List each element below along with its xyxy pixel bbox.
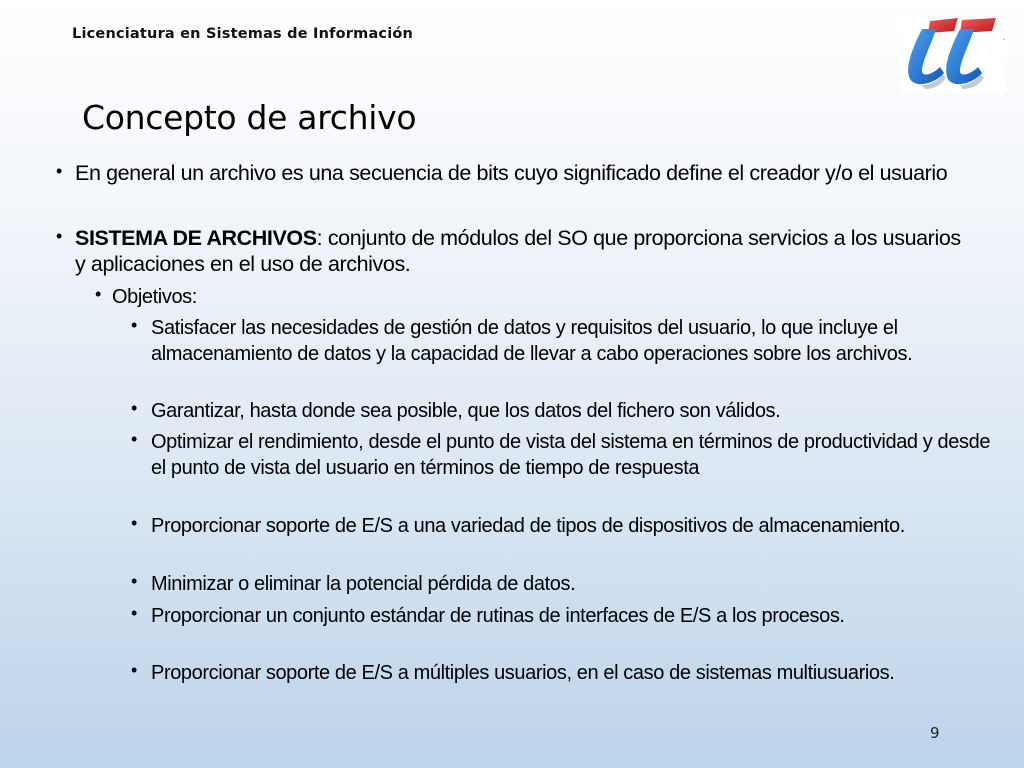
logo-mark: . xyxy=(1003,33,1006,42)
bullet-dot: • xyxy=(95,284,102,304)
university-logo-icon xyxy=(900,15,1006,94)
bullet-dot: • xyxy=(56,226,63,246)
bullet-dot: • xyxy=(131,315,138,335)
sub-bullet-text: Optimizar el rendimiento, desde el punto de vista del sistema en términos de productividad y desde el punto de vista del usuario en términos de tiempo de respuesta xyxy=(151,431,991,479)
sub-bullet-text: Minimizar o eliminar la potencial pérdida de datos. xyxy=(151,573,576,595)
sub-bullet-text: Proporcionar un conjunto estándar de rutinas de interfaces de E/S a los procesos. xyxy=(151,605,845,627)
bullet-text: En general un archivo es una secuencia de bits cuyo significado define el creador y/o el usuario xyxy=(75,161,948,185)
bullet-dot: • xyxy=(56,161,63,181)
sub-bullet-text: Proporcionar soporte de E/S a una variedad de tipos de dispositivos de almacenamiento. xyxy=(151,515,905,537)
definition-text: : conjunto de módulos del SO que proporciona servicios a los usuarios y aplicaciones en el uso de archivos. xyxy=(75,226,961,276)
bullet-text xyxy=(75,225,975,277)
bullet-dot: • xyxy=(131,660,138,680)
sub-bullet-text: Proporcionar soporte de E/S a múltiples usuarios, en el caso de sistemas multiusuarios. xyxy=(151,662,895,684)
sub-bullet-text: Garantizar, hasta donde sea posible, que los datos del fichero son válidos. xyxy=(151,400,781,422)
sub-bullet-text: Satisfacer las necesidades de gestión de datos y requisitos del usuario, lo que incluye el almacenamiento de datos y la capacidad de llevar a cabo operaciones sobre los archivos. xyxy=(151,317,913,365)
program-header: Licenciatura en Sistemas de Información xyxy=(72,26,414,42)
bullet-dot: • xyxy=(131,398,138,418)
bullet-dot: • xyxy=(131,513,138,533)
bullet-text: Objetivos: xyxy=(112,286,197,308)
bullet-dot: • xyxy=(131,429,138,449)
bold-term: SISTEMA DE ARCHIVOS xyxy=(75,226,317,250)
bullet-dot: • xyxy=(131,603,138,623)
page-number: 9 xyxy=(930,724,940,742)
slide-title: Concepto de archivo xyxy=(82,98,417,137)
bullet-dot: • xyxy=(131,571,138,591)
